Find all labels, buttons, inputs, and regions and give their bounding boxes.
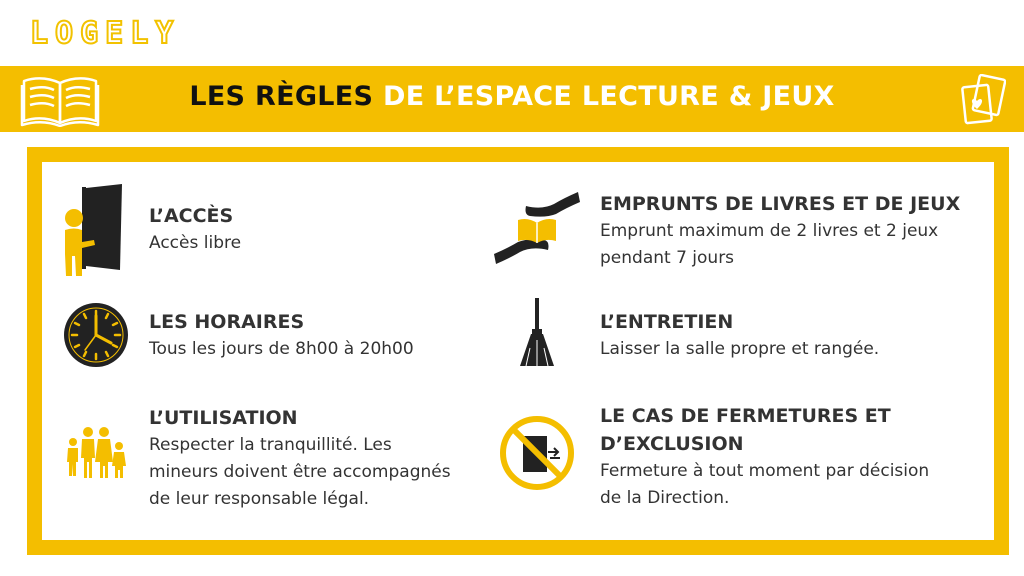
rule-usage-text-line: Respecter la tranquillité. Les <box>149 435 392 455</box>
broom-icon <box>518 296 556 372</box>
rule-hours-text: Tous les jours de 8h00 à 20h00 <box>149 339 414 359</box>
door-person-icon <box>60 184 130 278</box>
rule-usage-text-line: mineurs doivent être accompagnés <box>149 462 451 482</box>
rule-loans-text-line: Emprunt maximum de 2 livres et 2 jeux <box>600 221 939 241</box>
rule-closure-title-line: LE CAS DE FERMETURES ET <box>600 405 891 427</box>
family-icon <box>63 426 129 478</box>
rule-usage-title: L’UTILISATION <box>149 407 298 429</box>
page-title: LES RÈGLES DE L’ESPACE LECTURE & JEUX <box>189 81 835 112</box>
logo: LOGELY <box>30 16 181 51</box>
playing-cards-icon <box>958 74 1006 126</box>
rule-access-text: Accès libre <box>149 233 242 253</box>
rule-closure-text-line: de la Direction. <box>600 488 730 508</box>
rule-maintenance-text: Laisser la salle propre et rangée. <box>600 339 880 359</box>
rule-access-title: L’ACCÈS <box>149 205 234 227</box>
book-hands-icon <box>492 190 582 274</box>
rule-hours-title: LES HORAIRES <box>149 311 305 333</box>
rule-usage-text-line: de leur responsable légal. <box>149 489 370 509</box>
rule-closure-text-line: Fermeture à tout moment par décision <box>600 461 930 481</box>
rule-loans-text-line: pendant 7 jours <box>600 248 735 268</box>
clock-icon <box>63 302 129 368</box>
title-banner <box>0 66 1024 132</box>
no-entry-door-icon <box>498 414 576 492</box>
rule-loans-title: EMPRUNTS DE LIVRES ET DE JEUX <box>600 193 961 215</box>
rule-closure-title-line: D’EXCLUSION <box>600 433 744 455</box>
rule-maintenance-title: L’ENTRETIEN <box>600 311 734 333</box>
